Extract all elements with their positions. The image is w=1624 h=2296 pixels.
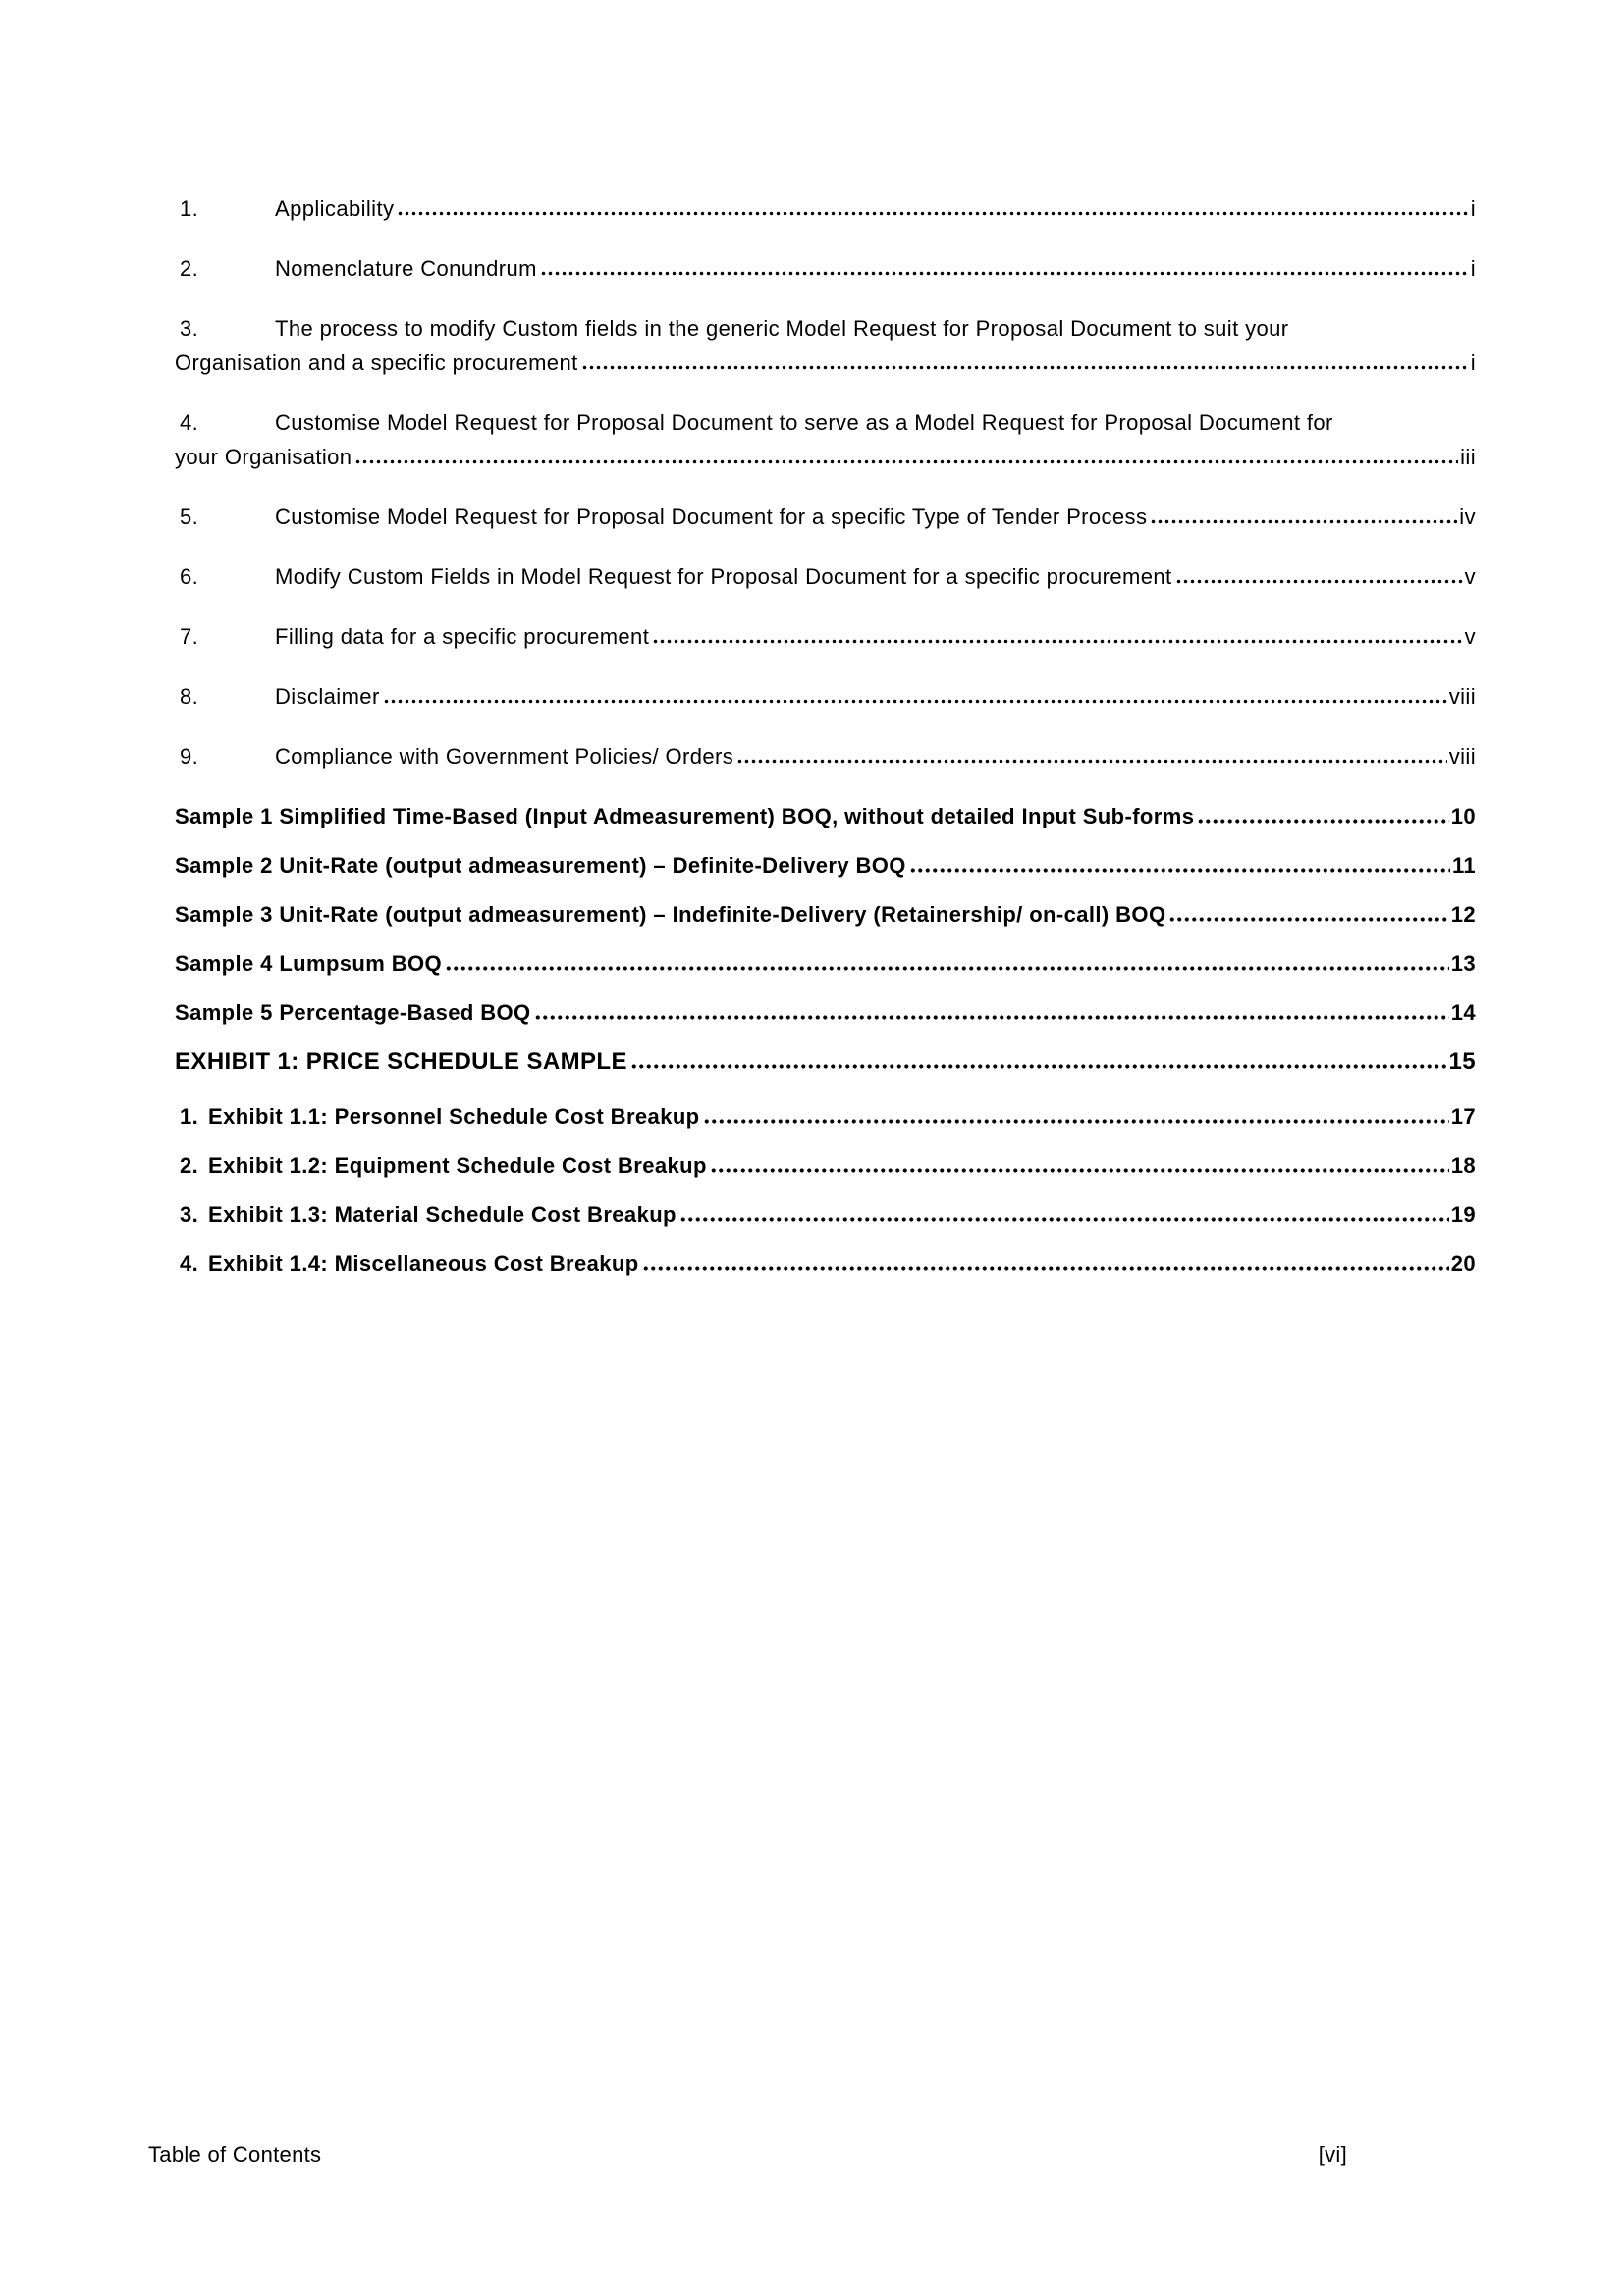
dot-leader [736, 759, 1447, 764]
toc-entry-page-number: i [1470, 196, 1476, 221]
toc-sample-entry [175, 897, 1476, 932]
dot-leader [630, 1064, 1447, 1069]
toc-entry-number: 8. [180, 684, 199, 709]
dot-leader [909, 868, 1450, 873]
toc-entry-page-number: 17 [1450, 1104, 1476, 1129]
toc-sample-entry [175, 946, 1476, 981]
toc-entry-title: Exhibit 1.3: Material Schedule Cost Breakup [208, 1202, 677, 1227]
toc-exhibit-heading [175, 1044, 1476, 1079]
toc-entry-title: Nomenclature Conundrum [275, 256, 537, 281]
toc-entry-number: 2. [180, 256, 199, 281]
toc-entry-number: 9. [180, 744, 199, 769]
dot-leader [397, 211, 1468, 216]
toc-entry-line [175, 946, 1476, 981]
toc-entry-title: Customise Model Request for Proposal Document to serve as a Model Request for Proposal Document for [275, 410, 1333, 435]
toc-entry-number: 3. [180, 316, 199, 341]
toc-entry-line [175, 995, 1476, 1030]
toc-entry-page-number: 11 [1451, 853, 1476, 878]
toc-entry [175, 679, 1476, 714]
toc-entry-line [175, 500, 1476, 534]
toc-entry-line [175, 251, 1476, 286]
toc-entry-title: Sample 1 Simplified Time-Based (Input Admeasurement) BOQ, without detailed Input Sub-forms [175, 804, 1195, 828]
dot-leader [642, 1266, 1449, 1271]
toc-entry-page-number: 18 [1450, 1153, 1476, 1178]
toc-entry-title: Sample 2 Unit-Rate (output admeasurement) – Definite-Delivery BOQ [175, 853, 906, 878]
toc-entry-number: 1. [180, 196, 199, 221]
toc-entry-title: Sample 4 Lumpsum BOQ [175, 951, 443, 976]
dot-leader [383, 699, 1447, 704]
toc-entry [175, 251, 1476, 286]
toc-entry [175, 560, 1476, 594]
toc-entry-line [175, 848, 1476, 882]
toc-entry-line [175, 897, 1476, 932]
toc-entry [175, 405, 1476, 474]
toc-entry-line [175, 1198, 1476, 1232]
toc-sample-entry [175, 848, 1476, 882]
toc-entry-page-number: 15 [1448, 1048, 1476, 1075]
dot-leader [540, 271, 1469, 276]
dot-leader [703, 1119, 1449, 1124]
dot-leader [1150, 519, 1457, 524]
toc-entry-title: Modify Custom Fields in Model Request for Proposal Document for a specific procurement [275, 564, 1172, 589]
toc-entry-line [175, 1099, 1476, 1134]
toc-entry-line [175, 560, 1476, 594]
toc-entry-title: Exhibit 1.4: Miscellaneous Cost Breakup [208, 1252, 639, 1276]
toc-entry-number: 2. [180, 1153, 199, 1178]
dot-leader [581, 365, 1469, 370]
dot-leader [1168, 917, 1448, 922]
toc-entry [175, 311, 1476, 380]
toc-entry-title: Applicability [275, 196, 395, 221]
toc-entry-page-number: 10 [1450, 804, 1476, 828]
dot-leader [534, 1015, 1449, 1020]
toc-entry-title: Exhibit 1.1: Personnel Schedule Cost Breakup [208, 1104, 700, 1129]
toc-entry-page-number: 14 [1450, 1000, 1476, 1025]
toc-entry-line [175, 1148, 1476, 1183]
toc-entry-line [175, 191, 1476, 226]
toc-entry-number: 4. [180, 1252, 199, 1276]
toc-entry-page-number: 20 [1450, 1252, 1476, 1276]
toc-entry-title: Customise Model Request for Proposal Document for a specific Type of Tender Process [275, 505, 1148, 529]
dot-leader [354, 459, 1458, 464]
toc-exhibit-entry [175, 1148, 1476, 1183]
dot-leader [1175, 579, 1463, 584]
toc-entry [175, 739, 1476, 774]
toc-entry-line [175, 739, 1476, 774]
toc-entry-page-number: v [1464, 564, 1476, 589]
toc-entry-page-number: iii [1460, 445, 1476, 469]
toc-entry-title: The process to modify Custom fields in the generic Model Request for Proposal Document to suit your [275, 316, 1289, 341]
toc-entry-line [175, 405, 1476, 440]
toc-entry-line [175, 679, 1476, 714]
toc-exhibit-entry [175, 1247, 1476, 1281]
toc-entry-page-number: i [1470, 256, 1476, 281]
toc-entry-line [175, 311, 1476, 346]
toc-entry-line [175, 619, 1476, 654]
table-of-contents [175, 191, 1476, 1296]
toc-entry-title-continued: Organisation and a specific procurement [175, 350, 578, 375]
toc-entry-title: Exhibit 1.2: Equipment Schedule Cost Breakup [208, 1153, 707, 1178]
toc-entry-number: 6. [180, 564, 199, 589]
dot-leader [445, 966, 1449, 971]
toc-entry-title: EXHIBIT 1: PRICE SCHEDULE SAMPLE [175, 1048, 627, 1075]
toc-entry-title: Sample 3 Unit-Rate (output admeasurement) – Indefinite-Delivery (Retainership/ on-call) BOQ [175, 902, 1166, 927]
dot-leader [652, 639, 1462, 644]
footer-page-number: [vi] [1318, 2142, 1347, 2166]
toc-entry-page-number: viii [1448, 744, 1476, 769]
page-footer [148, 2140, 1347, 2169]
toc-exhibit-entry [175, 1099, 1476, 1134]
dot-leader [1197, 819, 1448, 824]
toc-entry-page-number: i [1470, 350, 1476, 375]
toc-sample-entry [175, 995, 1476, 1030]
toc-entry-title: Sample 5 Percentage-Based BOQ [175, 1000, 531, 1025]
toc-entry-number: 5. [180, 505, 199, 529]
toc-entry [175, 619, 1476, 654]
toc-entry-page-number: viii [1448, 684, 1476, 709]
dot-leader [710, 1168, 1449, 1173]
footer-section-title: Table of Contents [148, 2142, 322, 2166]
toc-entry [175, 500, 1476, 534]
toc-entry-title: Filling data for a specific procurement [275, 624, 650, 649]
toc-entry-page-number: v [1464, 624, 1476, 649]
toc-entry [175, 191, 1476, 226]
toc-entry-title: Disclaimer [275, 684, 380, 709]
dot-leader [679, 1217, 1449, 1222]
toc-entry-title: Compliance with Government Policies/ Orders [275, 744, 734, 769]
toc-entry-line [175, 799, 1476, 833]
toc-entry-page-number: 12 [1450, 902, 1476, 927]
toc-entry-line [175, 1247, 1476, 1281]
toc-entry-line [175, 440, 1476, 474]
toc-entry-line [175, 346, 1476, 380]
toc-sample-entry [175, 799, 1476, 833]
toc-entry-title-continued: your Organisation [175, 445, 352, 469]
toc-entry-number: 1. [180, 1104, 199, 1129]
toc-exhibit-entry [175, 1198, 1476, 1232]
toc-entry-page-number: 19 [1450, 1202, 1476, 1227]
toc-entry-number: 7. [180, 624, 199, 649]
toc-entry-number: 4. [180, 410, 199, 435]
toc-entry-number: 3. [180, 1202, 199, 1227]
toc-entry-page-number: 13 [1450, 951, 1476, 976]
toc-entry-page-number: iv [1459, 505, 1476, 529]
toc-entry-line [175, 1044, 1476, 1079]
